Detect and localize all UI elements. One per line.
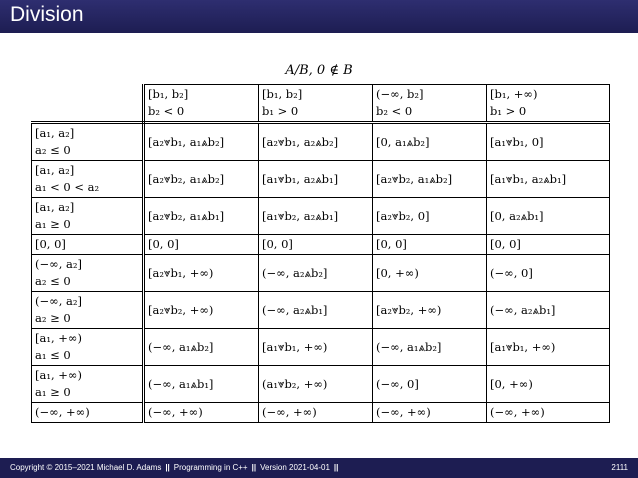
column-interval: [b₁, +∞) [490, 87, 538, 101]
table-cell: (−∞, +∞) [259, 403, 373, 423]
row-interval: [0, 0] [35, 237, 66, 251]
column-condition: b₂ < 0 [148, 104, 185, 118]
corner-cell [32, 85, 144, 123]
column-interval: (−∞, b₂] [376, 87, 424, 101]
column-header [373, 85, 487, 123]
table-cell: [a₁⩔b₁, +∞) [259, 329, 373, 366]
table-cell: [0, a₂⩓b₁] [487, 198, 610, 235]
column-header [259, 85, 373, 123]
table-cell: (−∞, +∞) [144, 403, 259, 423]
row-header [32, 198, 144, 235]
table-cell: [0, +∞) [487, 366, 610, 403]
slide-title: Division [10, 3, 84, 26]
footer-left: Copyright © 2015–2021 Michael D. Adams || Programming in C++ || Version 2021-04-01 || [10, 463, 339, 472]
table-row [32, 255, 610, 292]
row-interval: [a₁, +∞) [35, 331, 82, 345]
table-row [32, 366, 610, 403]
column-header [144, 85, 259, 123]
row-condition: a₂ ≥ 0 [35, 311, 71, 325]
row-interval: [a₁, a₂] [35, 163, 75, 177]
table-row [32, 235, 610, 255]
table-row [32, 198, 610, 235]
column-condition: b₂ < 0 [376, 104, 413, 118]
table-cell: [0, 0] [259, 235, 373, 255]
table-row [32, 123, 610, 161]
footer-bar [0, 458, 638, 478]
table-cell: [a₁⩔b₁, a₂⩓b₁] [259, 161, 373, 198]
row-header [32, 403, 144, 423]
table-cell: [0, 0] [144, 235, 259, 255]
table-cell: [a₂⩔b₁, +∞) [144, 255, 259, 292]
table-cell: [a₁⩔b₂, a₂⩓b₁] [259, 198, 373, 235]
row-interval: (−∞, a₂] [35, 294, 82, 308]
row-condition: a₁ < 0 < a₂ [35, 180, 100, 194]
row-condition: a₁ ≥ 0 [35, 385, 71, 399]
row-header [32, 366, 144, 403]
row-condition: a₁ ≥ 0 [35, 217, 71, 231]
table-cell: [a₁⩔b₁, a₂⩓b₁] [487, 161, 610, 198]
row-condition: a₂ ≤ 0 [35, 143, 71, 157]
column-interval: [b₁, b₂] [262, 87, 303, 101]
row-interval: [a₁, +∞) [35, 368, 82, 382]
footer-course: Programming in C++ [173, 463, 248, 472]
table-cell: [a₂⩔b₂, a₁⩓b₂] [373, 161, 487, 198]
row-interval: (−∞, +∞) [35, 405, 90, 419]
footer-copyright: Copyright © 2015–2021 Michael D. Adams [10, 463, 162, 472]
table-cell: (−∞, a₁⩓b₂] [373, 329, 487, 366]
table-cell: (−∞, 0] [373, 366, 487, 403]
table-row [32, 403, 610, 423]
table-cell: [a₂⩔b₂, a₁⩓b₂] [144, 161, 259, 198]
row-header [32, 292, 144, 329]
table-cell: [a₂⩔b₂, 0] [373, 198, 487, 235]
footer-page-number: 2111 [611, 463, 628, 472]
table-cell: [a₂⩔b₁, a₂⩓b₂] [259, 123, 373, 161]
row-interval: [a₁, a₂] [35, 126, 75, 140]
column-header [487, 85, 610, 123]
table-cell: [a₂⩔b₂, +∞) [144, 292, 259, 329]
row-header [32, 255, 144, 292]
table-row [32, 329, 610, 366]
column-condition: b₁ > 0 [490, 104, 527, 118]
table-cell: [a₁⩔b₁, 0] [487, 123, 610, 161]
row-interval: (−∞, a₂] [35, 257, 82, 271]
table-cell: (a₁⩔b₂, +∞) [259, 366, 373, 403]
table-row [32, 161, 610, 198]
table-cell: (−∞, a₂⩓b₂] [259, 255, 373, 292]
table-cell: (−∞, a₁⩓b₁] [144, 366, 259, 403]
division-table [31, 84, 610, 423]
table-cell: (−∞, a₁⩓b₂] [144, 329, 259, 366]
table-cell: (−∞, +∞) [373, 403, 487, 423]
table-cell: (−∞, +∞) [487, 403, 610, 423]
column-condition: b₁ > 0 [262, 104, 299, 118]
row-header [32, 329, 144, 366]
row-header [32, 161, 144, 198]
table-row [32, 292, 610, 329]
table-cell: [a₂⩔b₁, a₁⩓b₂] [144, 123, 259, 161]
table-cell: (−∞, a₂⩓b₁] [259, 292, 373, 329]
table-cell: [0, 0] [373, 235, 487, 255]
column-interval: [b₁, b₂] [148, 87, 189, 101]
row-condition: a₂ ≤ 0 [35, 274, 71, 288]
table-cell: [a₂⩔b₂, +∞) [373, 292, 487, 329]
footer-version: Version 2021-04-01 [260, 463, 330, 472]
table-caption: A/B, 0 ∉ B [285, 63, 353, 78]
row-condition: a₁ ≤ 0 [35, 348, 71, 362]
table-cell: [0, 0] [487, 235, 610, 255]
table-cell: (−∞, a₂⩓b₁] [487, 292, 610, 329]
table-cell: [0, a₁⩓b₂] [373, 123, 487, 161]
header-row [32, 85, 610, 123]
table-cell: [0, +∞) [373, 255, 487, 292]
table-cell: [a₁⩔b₁, +∞) [487, 329, 610, 366]
row-header [32, 235, 144, 255]
title-bar [0, 0, 638, 33]
table-cell: (−∞, 0] [487, 255, 610, 292]
row-header [32, 123, 144, 161]
table-cell: [a₂⩔b₂, a₁⩓b₁] [144, 198, 259, 235]
row-interval: [a₁, a₂] [35, 200, 75, 214]
